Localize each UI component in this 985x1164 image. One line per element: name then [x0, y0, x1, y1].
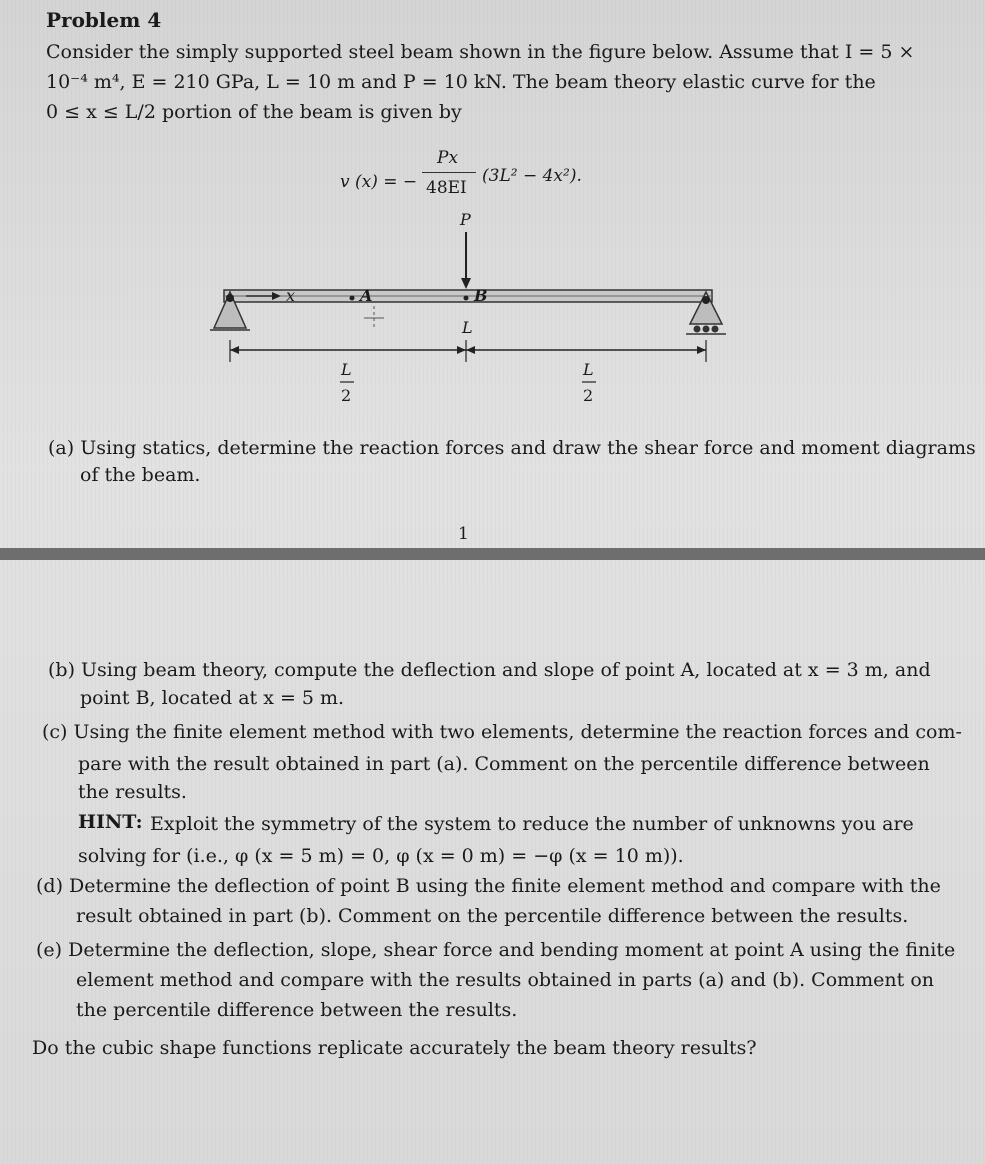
part-a-line-2: of the beam. [80, 464, 201, 486]
equation-numerator: Px [437, 148, 459, 168]
hint-label: HINT: [78, 811, 143, 833]
intro-line-2: 10⁻⁴ m⁴, E = 210 GPa, L = 10 m and P = 10 kN. The beam theory elastic curve for the [46, 71, 876, 93]
point-b-label: B [474, 286, 488, 305]
part-c-line-2: pare with the result obtained in part (a). Comment on the percentile difference between [78, 753, 930, 775]
part-e-line-3: the percentile difference between the results. [76, 999, 518, 1021]
part-d-line-1: (d) Determine the deflection of point B using the finite element method and compare with the [36, 875, 941, 897]
point-a-label: A [360, 286, 373, 305]
load-label-p: P [460, 210, 471, 229]
page-number: 1 [458, 524, 469, 544]
equation-lhs: v (x) = − [340, 172, 418, 192]
part-e-line-1: (e) Determine the deflection, slope, shear force and bending moment at point A using the finite [36, 939, 956, 961]
x-axis-label: x [286, 286, 296, 305]
mid-label-l: L [462, 318, 473, 337]
equation-denominator: 48EI [426, 178, 467, 198]
part-c-line-3: the results. [78, 781, 187, 803]
hint-line-2: solving for (i.e., φ (x = 5 m) = 0, φ (x = 0 m) = −φ (x = 10 m)). [78, 845, 684, 867]
part-d-line-2: result obtained in part (b). Comment on the percentile difference between the results. [76, 905, 909, 927]
page-divider [0, 548, 985, 560]
dim-left-denominator: 2 [341, 386, 352, 405]
closing-question: Do the cubic shape functions replicate accurately the beam theory results? [32, 1037, 757, 1059]
beam-figure [0, 0, 985, 420]
part-e-line-2: element method and compare with the results obtained in parts (a) and (b). Comment on [76, 969, 934, 991]
problem-title: Problem 4 [46, 8, 162, 32]
equation-rhs: (3L² − 4x²). [482, 166, 582, 186]
hint-line-1: Exploit the symmetry of the system to reduce the number of unknowns you are [150, 813, 914, 835]
part-c-line-1: (c) Using the finite element method with two elements, determine the reaction forces and com- [42, 721, 962, 743]
dim-right-numerator: L [583, 360, 594, 379]
intro-line-1: Consider the simply supported steel beam shown in the figure below. Assume that I = 5 × [46, 41, 915, 63]
part-b-line-1: (b) Using beam theory, compute the deflection and slope of point A, located at x = 3 m, and [48, 659, 931, 681]
dim-right-denominator: 2 [583, 386, 594, 405]
part-b-line-2: point B, located at x = 5 m. [80, 687, 345, 709]
dim-left-numerator: L [341, 360, 352, 379]
intro-line-3: 0 ≤ x ≤ L/2 portion of the beam is given by [46, 101, 462, 123]
part-a-line-1: (a) Using statics, determine the reaction forces and draw the shear force and moment diagrams [48, 437, 976, 459]
